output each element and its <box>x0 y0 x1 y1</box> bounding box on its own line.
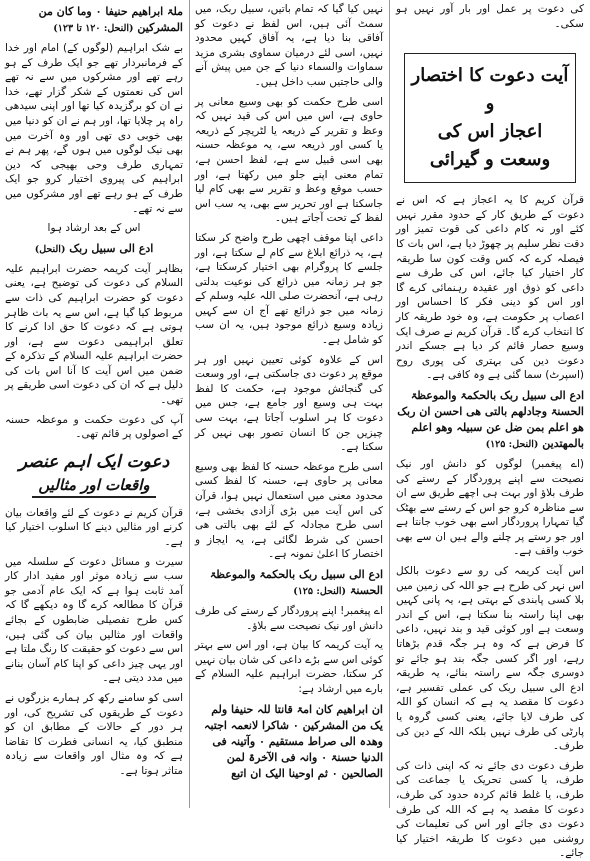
middle-paragraph-3: داعی اپنا موقف اچھی طرح واضح کر سکتا ہے، یہ ذرائع ابلاغ سے کام لے سکتا ہے، اور جلسے کا پروگرام بھی اختیار کرسکتا ہے، جو ہر زمانہ میں ذرائع کی نوعیت بدلتی رہی ہے، آنحضرت صلی اللہ علیہ وسلم کے زمانہ میں جو ذرائع تھے آج ان سے کہیں زیادہ وسیع ذرائع موجود ہیں، یہ ان سب کو شامل ہے۔ <box>195 231 383 347</box>
right-ayah-text: ادع الی سبیل ربک بالحکمۃ والموعظۃ الحسنۃ وجادلھم بالتی ھی احسن ان ربک ھو اعلم بمن ضل عن سبیلہ وھو اعلم بالمھتدین <box>397 388 584 450</box>
middle-ayah-2: ان ابراھیم کان امۃ قانتا للہ حنیفا ولم یک من المشرکین ۰ شاکرا لانعمہ اجتبہ وھدہ الی صراط مستقیم ۰ وآتینہ فی الدنیا حسنۃ ۰ وانہ فی الآخرۃ لمن الصالحین ۰ ثم اوحینا الیک ان اتبع <box>204 702 383 780</box>
right-ayah <box>396 388 584 453</box>
left-paragraph-1: بے شک ابراہیم (لوگوں کے) امام اور خدا کے فرمانبردار تھے جو ایک طرف کے ہو رہے تھے اور مشرکوں میں سے نہ تھے اس کی نعمتوں کے شکر گزار تھے، خدا نے ان کو برگزیدہ کیا تھا اور اپنی سیدھی راہ پر چلایا تھا، اور ہم نے ان کو دنیا میں بھی خوبی دی تھی اور وہ آخرت میں بھی نیک لوگوں میں ہوں گے، پھر ہم نے تمہاری طرف وحی بھیجی کہ دین ابراہیم کی پیروی اختیار کرو جو ایک طرف کے ہو رہے تھے اور مشرکوں میں سے نہ تھے۔ <box>5 42 183 215</box>
middle-ayah-text: ادع الی سبیل ربک بالحکمۃ والموعظۃ الحسنۃ <box>209 567 383 597</box>
left-ayah-mid-text: ادع الی سبیل ربک <box>69 241 154 255</box>
left-paragraph-5: قرآن کریم نے دعوت کے لئے واقعات بیان کرنے اور مثالیں دینے کا اسلوب اختیار کیا ہے۔ <box>5 506 183 549</box>
section-subtitle: واقعات اور مثالیں <box>32 474 157 498</box>
middle-paragraph-5: اسی طرح موعظہ حسنہ کا لفظ بھی وسیع معانی پر حاوی ہے، حسنہ کا لفظ کسی محدود معنی میں استعمال نہیں ہوا، قرآن کی اس آیت میں بڑی آزادی بخشی ہے، اسی طرح مجادلہ کے لئے بھی بالتی ھی احسن کی شرط لگائی ہے، یہ ایجاز و اختصار کا اعلیٰ نمونہ ہے۔ <box>195 460 383 561</box>
right-paragraph-1: قرآن کریم کا یہ اعجاز ہے کہ اس نے دعوت کے طریق کار کے حدود مقرر نہیں کئے اور نہ کام داعی کی قوت تمیز اور دقت نظر سلیم پر چھوڑ دیا ہے، اس بات کا فیصلہ کرے کہ کس وقت کون سا طریقہ کار اختیار کیا جائے، اس کی طرف سے داعی کو ذوق اور عقیدہ رہنمائی کرے گا اور اس کو دینی فکر کا احساس اور اعصاب پر حکومت ہے، وہ خود طریقہ کار کا انتخاب کرے گا۔ قرآن کریم نے صرف ایک وسیع حصار قائم کر دیا ہے جسکے اندر دعوت دین کی بہتری کی پوری روح (اسپرٹ) سما گئی ہے وہ کافی ہے۔ <box>396 194 584 382</box>
left-paragraph-2: اس کے بعد ارشاد ہوا <box>47 222 141 235</box>
middle-paragraph-1: نہیں کیا گیا کہ تمام باتیں، سبیل ربک، میں سمٹ آئی ہیں، اس لفظ نے دعوت کو آفاقی بنا دیا ہے، یہ آفاق کہیں محدود نہیں، اسی لئے درمیان سماوی بشری مزید سماوات والسماء دنیا کے جن میں پیش آنے والی حاجتیں سب داخل ہیں۔ <box>195 3 383 88</box>
middle-column <box>189 0 390 808</box>
article-heading-box <box>404 53 576 183</box>
left-paragraph-7: اسی کو سامنے رکھ کر ہمارے بزرگوں نے دعوت کے طریقوں کی تشریح کی، اور ہر دور کے حالات کے مطابق ان کو منطبق کیا، یہ انسانی فطرت کا تقاضا ہے کہ وہ مثال اور واقعات سے زیادہ متاثر ہوتا ہے۔ <box>5 691 183 777</box>
section-heading <box>5 450 183 498</box>
left-paragraph-6: سیرت و مسائل دعوت کے سلسلہ میں سب سے زیادہ موثر اور مفید ادار کار آمد ثابت ہوا ہے کہ ایک عام آدمی جو قرآن کا مطالعہ کرے گا وہ دیکھے گا کہ کس طرح تفصیلی ضابطوں کے بجائے واقعات اور مثالیں بیان کی گئی ہیں، اس سے دعوت کو حقیقت کا رنگ ملتا ہے اور یہی چیز داعی کو اپنا کام آسان بنانے میں مدد دیتی ہے۔ <box>4 555 183 685</box>
article-heading-line2: اعجاز اس کی وسعت و گیرائی <box>429 121 551 171</box>
middle-paragraph-7: یہ آیت کریمہ کا بیان ہے، اور اس سے بہتر کوئی اس سے بڑے داعی کی شان بیان نہیں کر سکتا، حضرت ابراہیم علیہ السلام کے بارے میں ارشاد ہے: <box>195 639 383 695</box>
top-line: کی دعوت پر عمل اور بار آور نہیں ہو سکی۔ <box>396 3 584 30</box>
section-title: دعوت ایک اہم عنصر <box>18 451 170 472</box>
right-ayah-ref: (النحل: ۱۲۵) <box>485 438 539 450</box>
middle-ayah-ref: (النحل: ۱۲۵) <box>293 585 347 597</box>
right-column <box>390 0 590 860</box>
middle-paragraph-4: اس کے علاوہ کوئی تعیین نہیں اور ہر موقع پر دعوت دی جاسکتی ہے، اور وسعت کی گنجائش موجود ہے، حکمت کا لفظ بہت ہی وسیع اور جامع ہے، جس میں دعوت کا ہر اسلوب آجاتا ہے، بہت سی چیزیں جن کا انسان تصور بھی نہیں کر سکتا ہے۔ <box>195 353 383 454</box>
right-paragraph-4: طرف دعوت دی جائے نہ کہ اپنی ذات کی طرف، یا کسی تحریک یا جماعت کی طرف، یا غلط قائم کردہ حدود کی طرف، دعوت کا مقصد یہ ہے کہ اللہ کی طرف دعوت دی جائے اور اس کی تعلیمات کی روشنی میں دعوت کا طریقہ اختیار کیا جائے۔ <box>396 759 584 860</box>
left-ayah-top <box>5 4 183 37</box>
left-ayah-mid <box>5 241 183 258</box>
right-paragraph-2: (اے پیغمبر) لوگوں کو دانش اور نیک نصیحت سے اپنے پروردگار کے رستے کی طرف بلاؤ اور بہت ہی اچھے طریق سے ان سے مناظرہ کرو جو اس کے رستے سے بھٹک گیا تمہارا پروردگار اسے بھی خوب جانتا ہے اور جو رستے پر چلنے والے ہیں ان سے بھی خوب واقف ہے۔ <box>396 457 584 558</box>
middle-ayah <box>195 567 383 600</box>
right-paragraph-3: اس آیت کریمہ کی رو سے دعوت بالکل اس نہر کی طرح ہے جو اللہ کی زمین میں بلا کسی پابندی کے بہتی ہے، یہ پانی کہیں بھی اپنا راستہ بنا سکتا ہے، اس کے اندر وسعت ہے اور کوئی قید و بند نہیں، داعی کا فرض ہے کہ وہ ہر جگہ قدم بڑھاتا رہے، اور اگر کسی جگہ بند ہو جائے تو دوسری جگہ سے راستہ بنائے، یہ طریقہ ادع الی سبیل ربک کی عملی تفسیر ہے، دعوت کا مقصد یہ ہے کہ انسان کو اللہ کی طرف لایا جائے، یعنی کسی گروہ یا پارٹی کی طرف نہیں بلکہ اللہ کے دین کی طرف۔ <box>396 565 584 753</box>
middle-paragraph-6: اے پیغمبر! اپنے پروردگار کے رستے کی طرف دانش اور نیک نصیحت سے بلاؤ۔ <box>195 604 383 632</box>
left-paragraph-4: آپ کی دعوت حکمت و موعظہ حسنہ کے اصولوں پر قائم تھی۔ <box>5 413 183 441</box>
left-paragraph-3: بظاہر آیت کریمہ حضرت ابراہیم علیہ السلام کی دعوت کی توضیح ہے، یعنی دعوت کو حضرت ابراہیم کی ذات سے مربوط کیا گیا ہے، اس سے یہ بات ظاہر ہوتی ہے کہ دعوت کا حق ادا کرنے کا تعلق ابراہیمی دعوت سے ہے، اور حضرت ابراہیم علیہ السلام کے تذکرہ کے ضمن میں اس آیت کا آنا اس بات کی دلیل ہے کہ ان کی دعوت اسی طریقے پر تھی۔ <box>5 262 183 407</box>
left-ayah-top-text: ملۃ ابراھیم حنیفا ۰ وما کان من المشرکین <box>38 5 183 34</box>
left-ayah-top-ref: (النحل: ۱۲۰ تا ۱۲۳) <box>53 23 134 34</box>
article-heading-line1: آیت دعوت کا اختصار و <box>411 65 569 115</box>
left-column <box>0 0 190 808</box>
middle-paragraph-2: اسی طرح حکمت کو بھی وسیع معانی پر حاوی ہے، اس میں اس کی قید نہیں کہ وعظ و تقریر کے ذریعہ یا لٹریچر کے ذریعہ یا کسی اور ذریعہ سے، یہ موعظہ حسنہ بھی اسی قبیل سے ہے، لفظ احسن ہے، تمام معنی اپنے جلو میں رکھتا ہے، اور حسب موقع وعظ و تقریر سے بھی کام لیا جاسکتا ہے اور تحریر سے بھی، یہ سب اس لفظ کے تحت آجاتے ہیں۔ <box>195 95 383 225</box>
left-ayah-mid-ref: (النحل) <box>34 243 66 255</box>
